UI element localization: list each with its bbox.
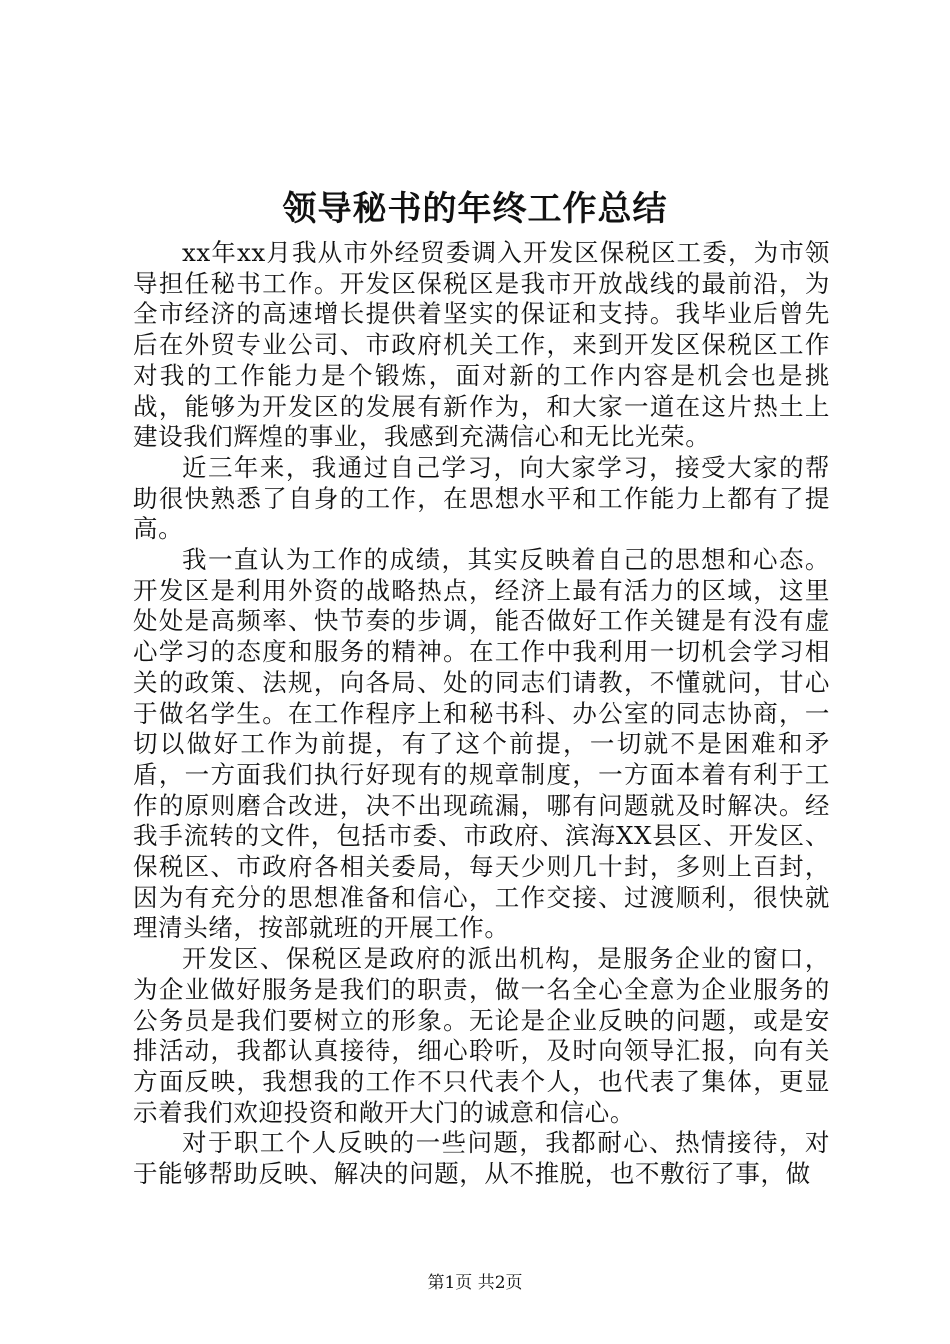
paragraph: 近三年来，我通过自己学习，向大家学习，接受大家的帮助很快熟悉了自身的工作，在思想水平和工作能力上都有了提高。 xyxy=(133,452,830,544)
paragraph: 我一直认为工作的成绩，其实反映着自己的思想和心态。开发区是利用外资的战略热点，经济上最有活力的区域，这里处处是高频率、快节奏的步调，能否做好工作关键是有没有虚心学习的态度和服务的精神。在工作中我利用一切机会学习相关的政策、法规，向各局、处的同志们请教，不懂就问，甘心于做名学生。在工作程序上和秘书科、办公室的同志协商，一切以做好工作为前提，有了这个前提，一切就不是困难和矛盾，一方面我们执行好现有的规章制度，一方面本着有利于工作的原则磨合改进，决不出现疏漏，哪有问题就及时解决。经我手流转的文件，包括市委、市政府、滨海XX县区、开发区、保税区、市政府各相关委局，每天少则几十封，多则上百封，因为有充分的思想准备和信心，工作交接、过渡顺利，很快就理清头绪，按部就班的开展工作。 xyxy=(133,545,830,943)
paragraph: 对于职工个人反映的一些问题，我都耐心、热情接待，对于能够帮助反映、解决的问题，从不推脱，也不敷衍了事，做 xyxy=(133,1128,830,1189)
paragraph: 开发区、保税区是政府的派出机构，是服务企业的窗口，为企业做好服务是我们的职责，做一名全心全意为企业服务的公务员是我们要树立的形象。无论是企业反映的问题，或是安排活动，我都认真接待，细心聆听，及时向领导汇报，向有关方面反映，我想我的工作不只代表个人，也代表了集体，更显示着我们欢迎投资和敞开大门的诚意和信心。 xyxy=(133,944,830,1127)
document-body xyxy=(133,238,830,1190)
page-number-footer: 第1页 共2页 xyxy=(427,1273,523,1293)
document-title: 领导秘书的年终工作总结 xyxy=(282,189,668,229)
paragraph: xx年xx月我从市外经贸委调入开发区保税区工委，为市领导担任秘书工作。开发区保税区是我市开放战线的最前沿，为全市经济的高速增长提供着坚实的保证和支持。我毕业后曾先后在外贸专业公司、市政府机关工作，来到开发区保税区工作对我的工作能力是个锻炼，面对新的工作内容是机会也是挑战，能够为开发区的发展有新作为，和大家一道在这片热土上建设我们辉煌的事业，我感到充满信心和无比光荣。 xyxy=(133,238,830,452)
